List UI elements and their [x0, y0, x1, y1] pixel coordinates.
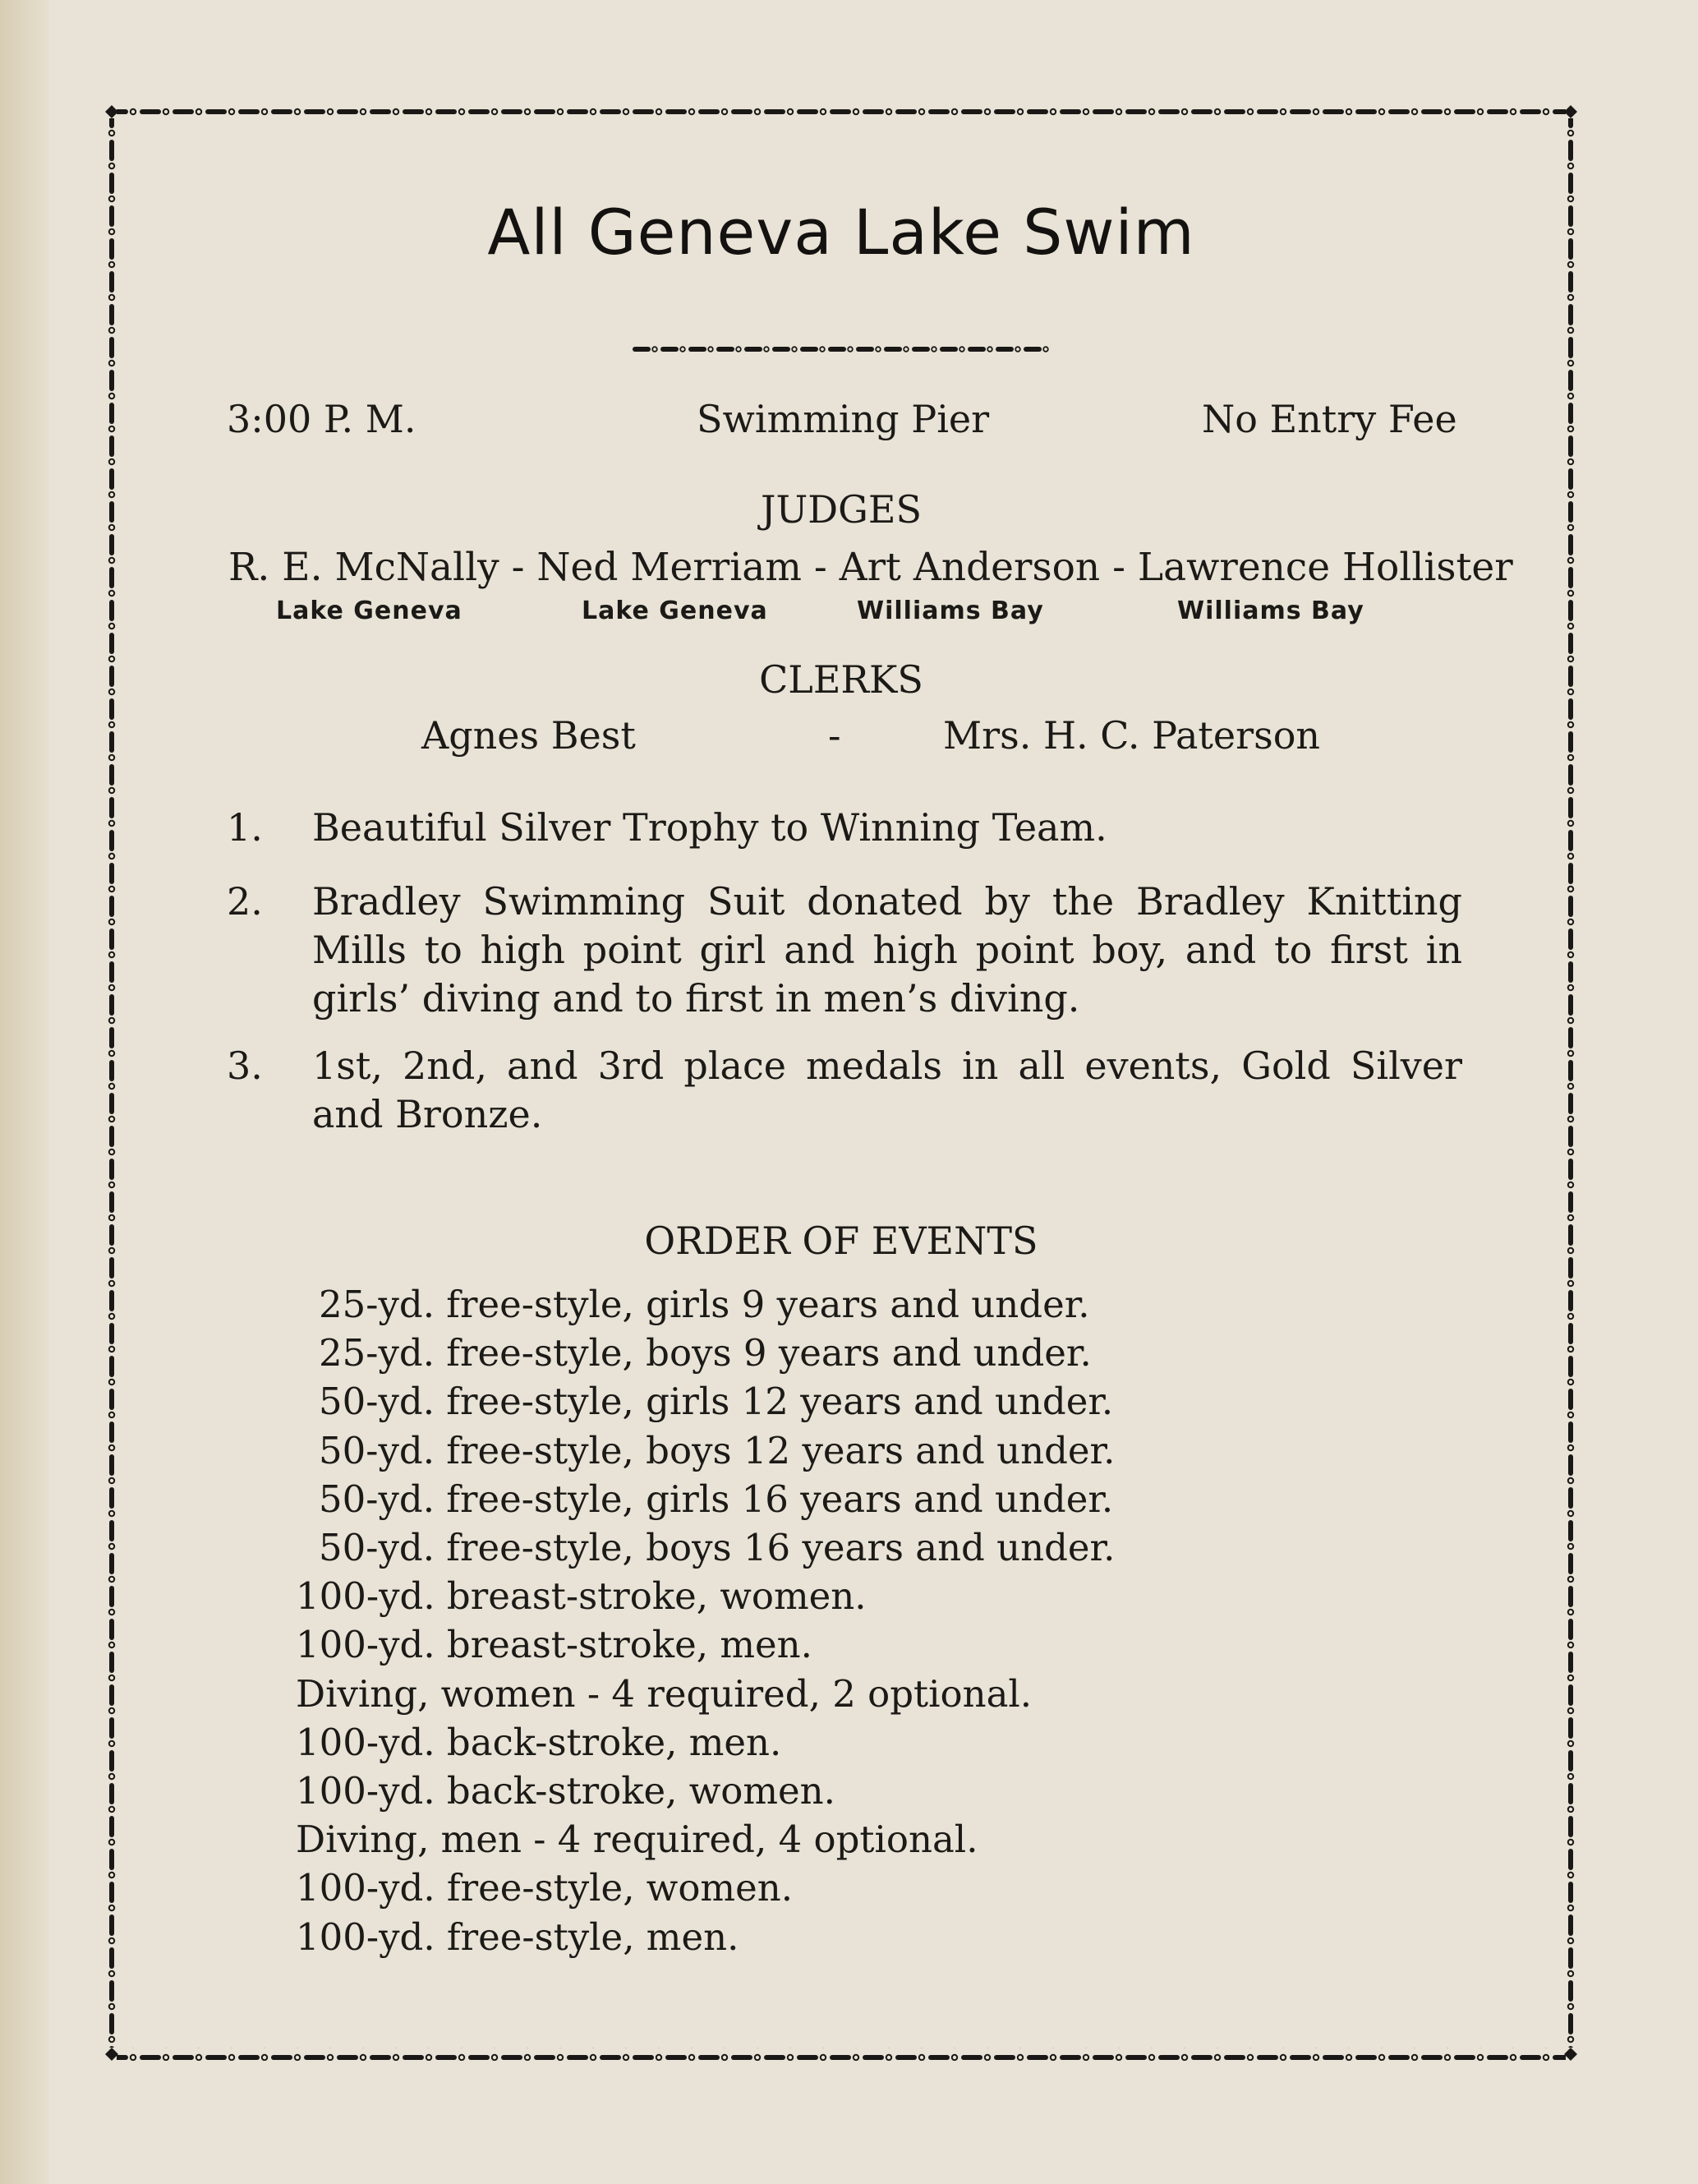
prize-number: 3. — [227, 1044, 263, 1088]
event-item: 50-yd. free-style, boys 16 years and under. — [319, 1526, 1116, 1570]
prize-item — [227, 804, 1566, 853]
entry-fee: No Entry Fee — [1202, 397, 1457, 441]
event-item: Diving, men - 4 required, 4 optional. — [296, 1818, 978, 1862]
judge-town-2: Lake Geneva — [582, 597, 768, 625]
program-page — [105, 105, 1577, 2061]
order-of-events-heading: ORDER OF EVENTS — [644, 1219, 1038, 1263]
start-time: 3:00 P. M. — [227, 397, 416, 441]
events-list — [296, 1280, 1115, 1961]
clerks-heading: CLERKS — [759, 657, 923, 702]
title-divider — [631, 343, 1050, 355]
event-item: 100-yd. free-style, men. — [296, 1914, 739, 1959]
judges-heading: JUDGES — [761, 487, 922, 532]
page-title: All Geneva Lake Swim — [487, 196, 1195, 269]
prize-number: 2. — [227, 879, 263, 924]
event-item: 50-yd. free-style, girls 16 years and under. — [319, 1477, 1114, 1521]
prize-text: Bradley Swimming Suit donated by the Bradley Knitting Mills to high point girl and high point boy, and to first in girls’ diving and to first in men’s diving. — [312, 879, 1462, 1021]
prize-item — [227, 1042, 1566, 1140]
event-location: Swimming Pier — [697, 397, 990, 441]
event-item: 25-yd. free-style, boys 9 years and under. — [319, 1331, 1092, 1375]
judge-town-3: Williams Bay — [857, 597, 1044, 625]
paper-edge — [0, 0, 49, 2184]
clerk-name-1: Agnes Best — [421, 713, 636, 758]
prize-item — [227, 878, 1566, 1025]
event-item: 100-yd. back-stroke, women. — [296, 1769, 835, 1813]
event-item: 50-yd. free-style, boys 12 years and under. — [319, 1428, 1116, 1472]
clerk-name-2: Mrs. H. C. Paterson — [943, 713, 1321, 758]
prize-number: 1. — [227, 805, 263, 850]
judge-town-4: Williams Bay — [1177, 597, 1364, 625]
event-item: 100-yd. back-stroke, men. — [296, 1720, 782, 1764]
prize-text: Beautiful Silver Trophy to Winning Team. — [312, 805, 1107, 850]
judge-town-1: Lake Geneva — [276, 597, 462, 625]
judges-names: R. E. McNally - Ned Merriam - Art Anderson - Lawrence Hollister — [228, 545, 1513, 590]
event-item: 25-yd. free-style, girls 9 years and under. — [319, 1283, 1090, 1326]
event-item: Diving, women - 4 required, 2 optional. — [296, 1671, 1033, 1716]
event-item: 100-yd. breast-stroke, women. — [296, 1574, 867, 1619]
event-item: 100-yd. free-style, women. — [296, 1866, 793, 1910]
clerk-separator: - — [828, 713, 841, 758]
event-item: 100-yd. breast-stroke, men. — [296, 1623, 812, 1667]
prize-text: 1st, 2nd, and 3rd place medals in all events, Gold Silver and Bronze. — [312, 1044, 1462, 1136]
event-item: 50-yd. free-style, girls 12 years and under. — [319, 1380, 1114, 1424]
